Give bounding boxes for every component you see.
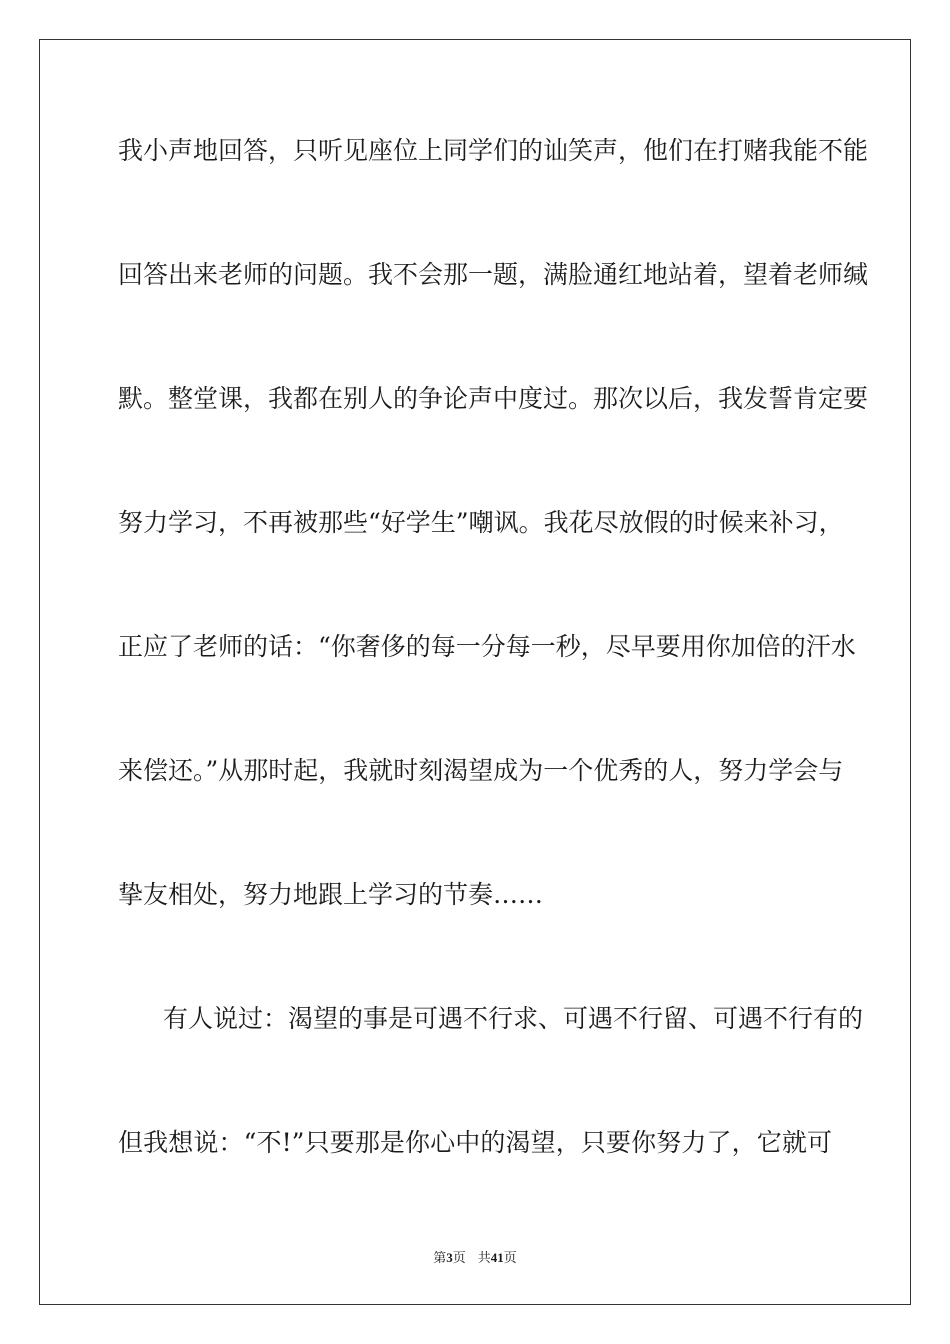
page-footer (0, 1247, 950, 1266)
body-line-8: 有人说过：渴望的事是可遇不行求、可遇不行留、可遇不行有的 (163, 1004, 864, 1033)
body-line-5: 正应了老师的话：“你奢侈的每一分每一秒，尽早要用你加倍的汗水 (118, 632, 856, 661)
body-line-4: 努力学习，不再被那些“好学生”嘲讽。我花尽放假的时候来补习， (118, 508, 844, 537)
total-pages: 41 (490, 1250, 504, 1265)
page-suffix: 页 (452, 1250, 466, 1265)
body-line-1: 我小声地回答，只听见座位上同学们的讪笑声，他们在打赌我能不能 (118, 136, 869, 165)
page-border (39, 39, 911, 1305)
body-line-2: 回答出来老师的问题。我不会那一题，满脸通红地站着，望着老师缄 (118, 260, 869, 289)
page-current: 3 (446, 1250, 453, 1265)
total-prefix: 共 (477, 1250, 491, 1265)
body-line-3: 默。整堂课，我都在别人的争论声中度过。那次以后，我发誓肯定要 (118, 384, 869, 413)
body-line-6: 来偿还。”从那时起，我就时刻渴望成为一个优秀的人，努力学会与 (118, 756, 844, 785)
total-suffix: 页 (503, 1250, 517, 1265)
page-prefix: 第 (433, 1250, 447, 1265)
body-line-9: 但我想说：“不!”只要那是你心中的渴望，只要你努力了，它就可 (118, 1128, 832, 1157)
body-line-7: 挚友相处，努力地跟上学习的节奏…… (118, 880, 544, 909)
